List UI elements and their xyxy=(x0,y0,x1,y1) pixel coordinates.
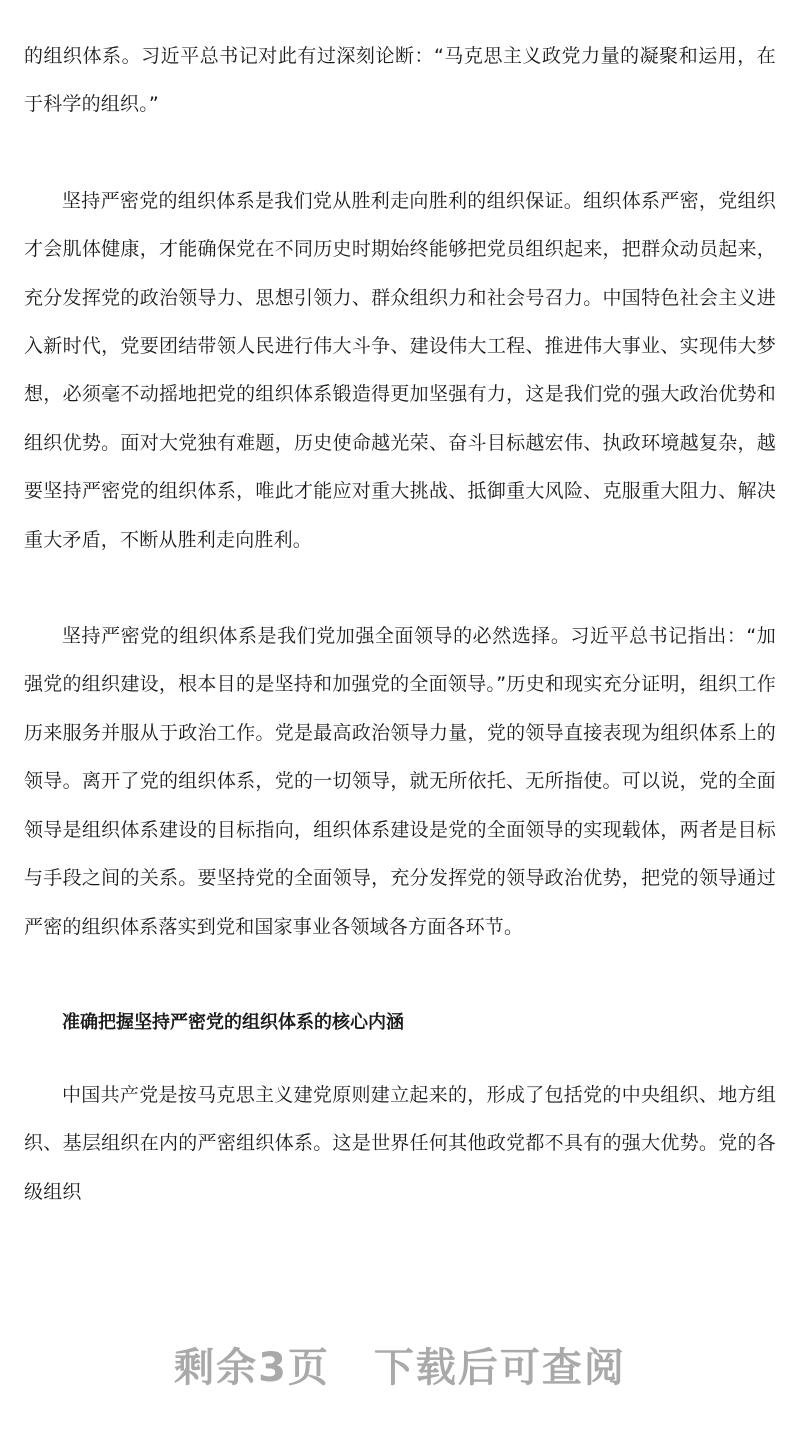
paragraph-gap xyxy=(24,1047,776,1071)
download-prompt[interactable] xyxy=(0,1336,800,1393)
document-page xyxy=(24,32,776,1216)
paragraph-2: 坚持严密党的组织体系是我们党从胜利走向胜利的组织保证。组织体系严密，党组织才会肌体健康，才能确保党在不同历史时期始终能够把党员组织起来，把群众动员起来，充分发挥党的政治领导力、思想引领力、群众组织力和社会号召力。中国特色社会主义进入新时代，党要团结带领人民进行伟大斗争、建设伟大工程、推进伟大事业、实现伟大梦想，必须毫不动摇地把党的组织体系锻造得更加坚强有力，这是我们党的强大政治优势和组织优势。面对大党独有难题，历史使命越光荣、奋斗目标越宏伟、执政环境越复杂，越要坚持严密党的组织体系，唯此才能应对重大挑战、抵御重大风险、克服重大阻力、解决重大矛盾，不断从胜利走向胜利。 xyxy=(24,189,776,551)
paragraph-gap xyxy=(24,564,776,612)
remaining-pages-label: 剩余3页 xyxy=(174,1345,330,1391)
paragraph-4: 中国共产党是按马克思主义建党原则建立起来的，形成了包括党的中央组织、地方组织、基层组织在内的严密组织体系。这是世界任何其他政党都不具有的强大优势。党的各级组织 xyxy=(24,1083,776,1203)
section-heading: 准确把握坚持严密党的组织体系的核心内涵 xyxy=(62,1011,404,1033)
paragraph-gap xyxy=(24,129,776,177)
download-hint-label: 下载后可查阅 xyxy=(373,1345,626,1391)
paragraph-1: 的组织体系。习近平总书记对此有过深刻论断：“马克思主义政党力量的凝聚和运用，在于科学的组织。” xyxy=(24,45,776,116)
paragraph-3: 坚持严密党的组织体系是我们党加强全面领导的必然选择。习近平总书记指出：“加强党的组织建设，根本目的是坚持和加强党的全面领导。”历史和现实充分证明，组织工作历来服务并服从于政治工作。党是最高政治领导力量，党的领导直接表现为组织体系上的领导。离开了党的组织体系，党的一切领导，就无所依托、无所指使。可以说，党的全面领导是组织体系建设的目标指向，组织体系建设是党的全面领导的实现载体，两者是目标与手段之间的关系。要坚持党的全面领导，充分发挥党的领导政治优势，把党的领导通过严密的组织体系落实到党和国家事业各领域各方面各环节。 xyxy=(24,625,776,938)
paragraph-gap xyxy=(24,951,776,999)
